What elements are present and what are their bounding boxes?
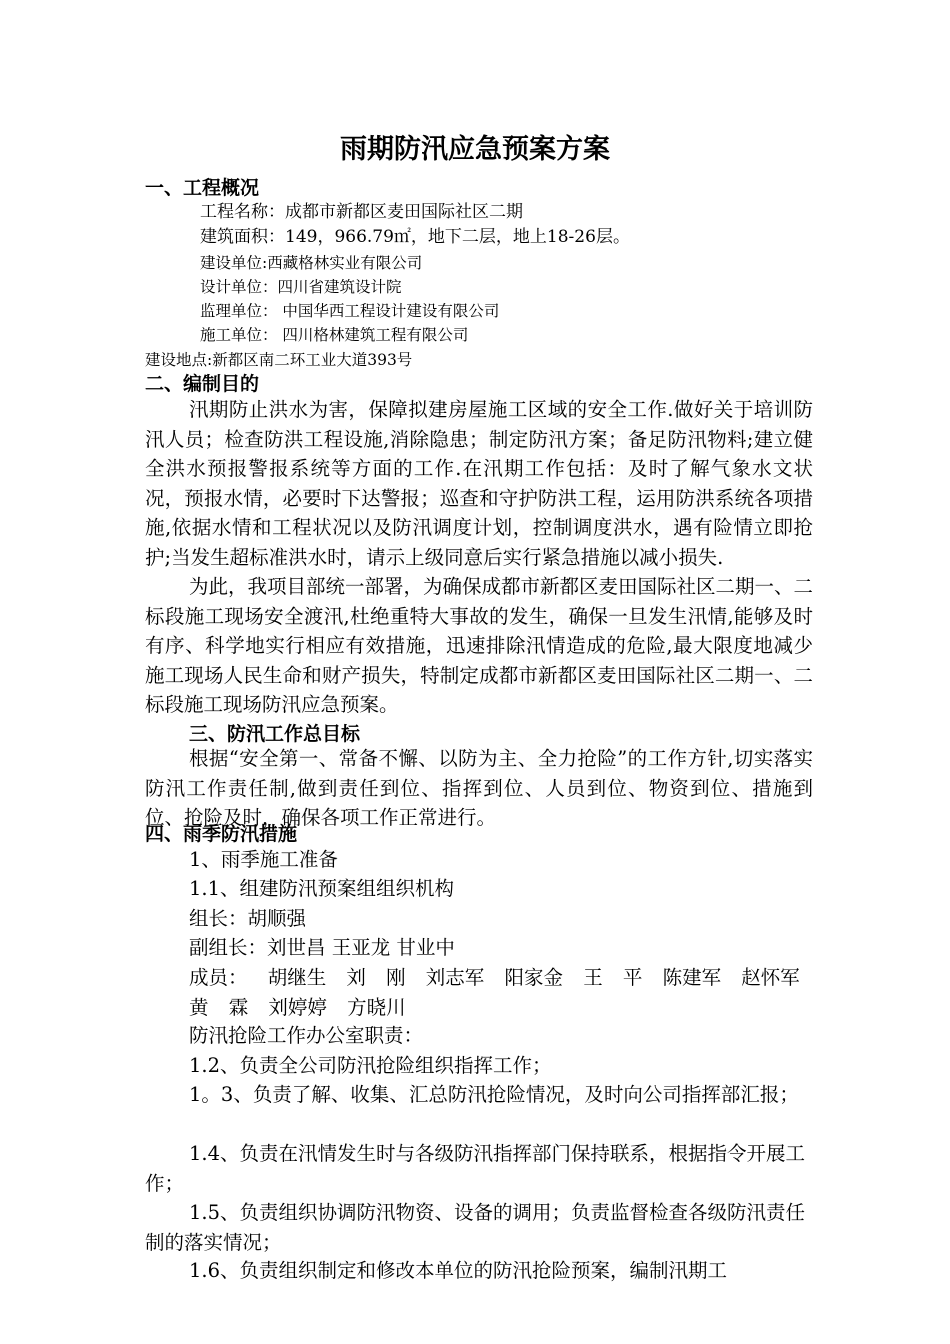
- section-heading-measures: 四、雨季防汛措施: [145, 823, 298, 845]
- contractor-line: 施工单位： 四川格林建筑工程有限公司: [200, 326, 469, 344]
- members-list: 成员： 胡继生 刘 刚 刘志军 阳家金 王 平 陈建军 赵怀军 黄 霖 刘婷婷 方晓川: [189, 966, 800, 1019]
- supervisor-line: 监理单位： 中国华西工程设计建设有限公司: [200, 302, 500, 320]
- section-heading-overview: 一、工程概况: [145, 177, 260, 199]
- designer-line: 设计单位：四川省建筑设计院: [200, 278, 402, 296]
- duty-1-2: 1.2、负责全公司防汛抢险组织指挥工作；: [189, 1054, 552, 1077]
- section-heading-purpose: 二、编制目的: [145, 373, 260, 395]
- building-area-line: 建筑面积：149，966.79㎡，地下二层，地上18-26层。: [200, 227, 630, 247]
- project-name-line: 工程名称：成都市新都区麦田国际社区二期: [200, 202, 523, 222]
- office-duties-line: 防汛抢险工作办公室职责：: [189, 1024, 424, 1047]
- goal-paragraph: 根据“安全第一、常备不懈、以防为主、全力抢险”的工作方针,切实落实防汛工作责任制,做到责任到位、指挥到位、人员到位、物资到位、措施到位、抢险及时，确保各项工作正常进行。: [145, 747, 813, 829]
- purpose-paragraph-2: 为此，我项目部统一部署，为确保成都市新都区麦田国际社区二期一、二标段施工现场安全渡汛,杜绝重特大事故的发生，确保一旦发生汛情,能够及时有序、科学地实行相应有效措施，迅速排除汛情造成的危险,最大限度地减少施工现场人民生命和财产损失，特制定成都市新都区麦田国际社区二期一、二标段施工现场防汛应急预案。: [145, 575, 814, 716]
- document-title: 雨期防汛应急预案方案: [340, 134, 610, 165]
- section-heading-goal: 三、防汛工作总目标: [189, 723, 361, 745]
- duty-1-5: 1.5、负责组织协调防汛物资、设备的调用；负责监督检查各级防汛责任制的落实情况；: [145, 1201, 806, 1254]
- measures-line-1: 1、雨季施工准备: [189, 848, 338, 871]
- measures-line-2: 1.1、组建防汛预案组组织机构: [189, 877, 455, 900]
- team-leader-line: 组长：胡顺强: [189, 907, 307, 930]
- duty-1-4: 1.4、负责在汛情发生时与各级防汛指挥部门保持联系，根据指令开展工作；: [145, 1142, 806, 1195]
- location-line: 建设地点:新都区南二环工业大道393号: [145, 351, 413, 369]
- duty-1-6: 1.6、负责组织制定和修改本单位的防汛抢险预案，编制汛期工: [189, 1259, 728, 1282]
- builder-line: 建设单位:西藏格林实业有限公司: [200, 254, 423, 272]
- purpose-paragraph-1: 汛期防止洪水为害，保障拟建房屋施工区域的安全工作.做好关于培训防汛人员；检查防洪工程设施,消除隐患；制定防汛方案；备足防汛物料;建立健全洪水预报警报系统等方面的工作.在汛期工作包括：及时了解气象水文状况，预报水情，必要时下达警报；巡查和守护防洪工程，运用防洪系统各项措施,依据水情和工程状况以及防汛调度计划，控制调度洪水，遇有险情立即抢护;当发生超标准洪水时，请示上级同意后实行紧急措施以减小损失.: [145, 398, 813, 569]
- deputy-leader-line: 副组长：刘世昌 王亚龙 甘业中: [189, 936, 455, 959]
- duty-1-3: 1。3、负责了解、收集、汇总防汛抢险情况，及时向公司指挥部汇报；: [189, 1083, 799, 1106]
